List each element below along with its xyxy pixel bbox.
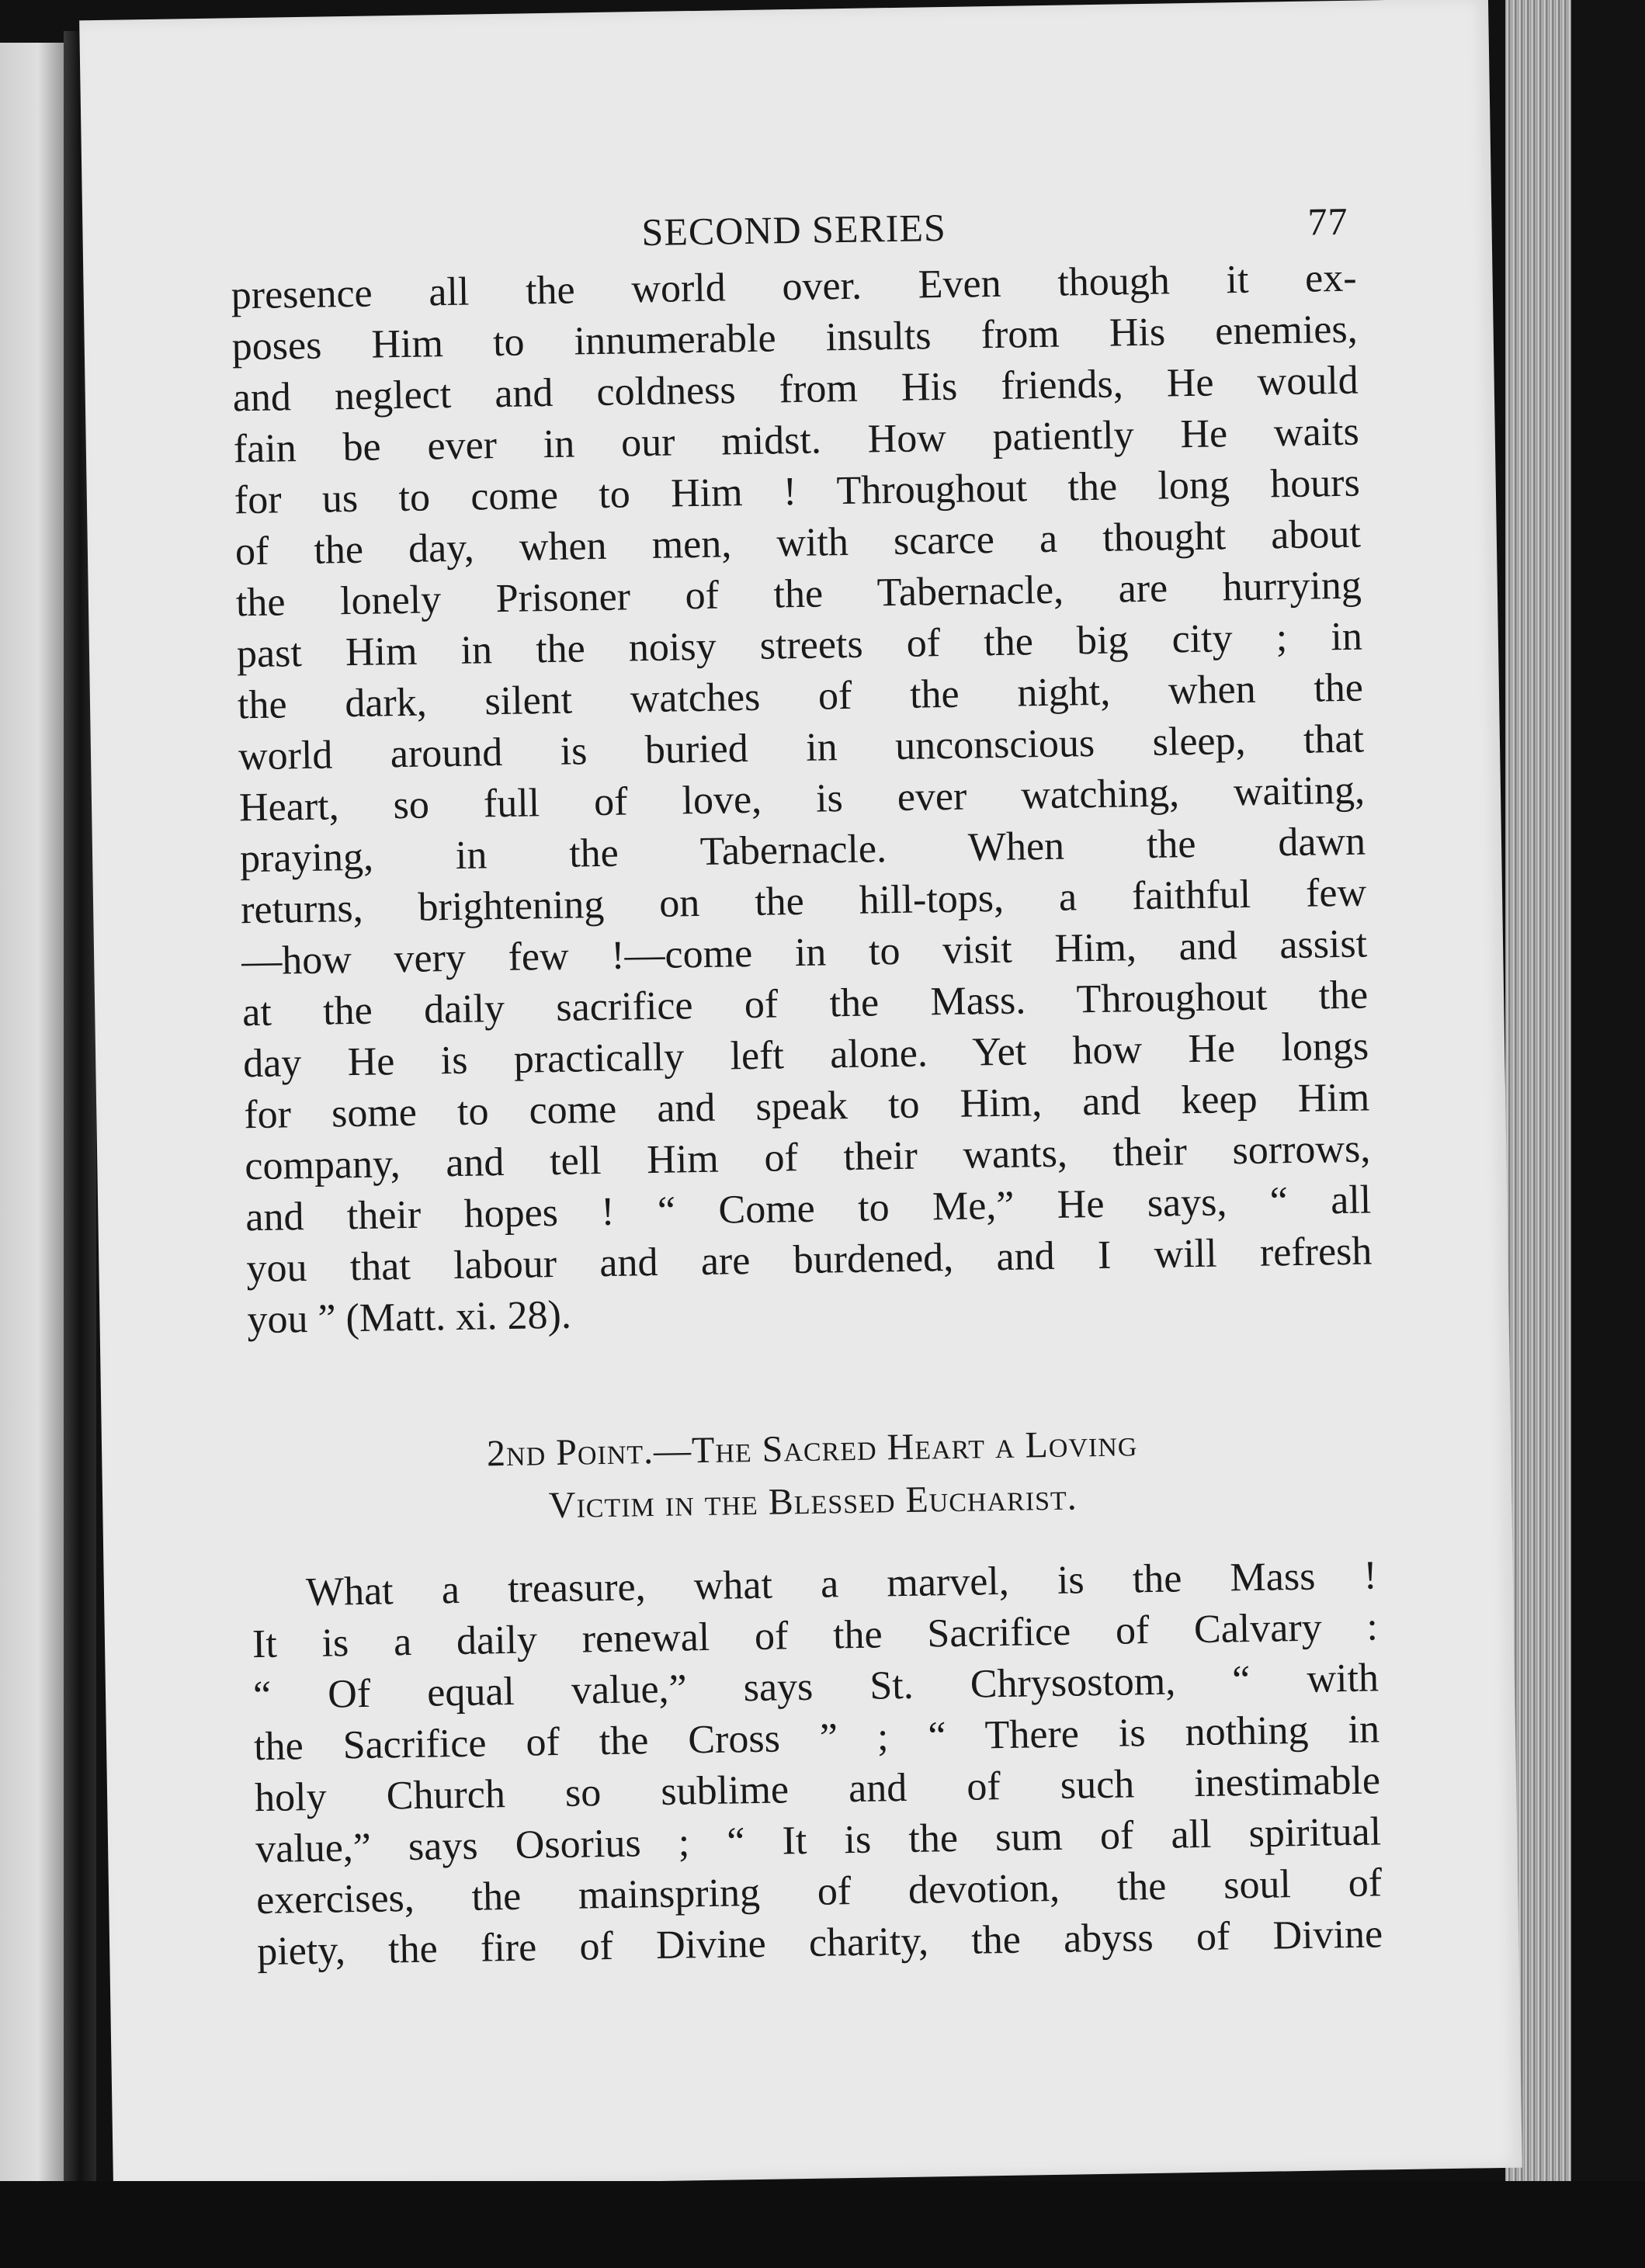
page-number: 77 (1307, 199, 1348, 244)
text-line: and their hopes ! “ Come to Me,” He says, “ all (245, 1177, 1372, 1240)
text-line: you that labour and are burdened, and I will refresh (246, 1229, 1373, 1292)
text-line: exercises, the mainspring of devotion, the soul of (255, 1861, 1383, 1923)
text-line: you ” (Matt. xi. 28). (247, 1292, 572, 1343)
text-line: value,” says Osorius ; “ It is the sum of all spiritual (255, 1809, 1382, 1872)
text-line: fain be ever in our midst. How patiently He waits (233, 409, 1360, 472)
text-line: piety, the fire of Divine charity, the abyss of Divine (256, 1912, 1383, 1975)
text-line: company, and tell Him of their wants, their sorrows, (244, 1126, 1371, 1189)
text-line: Heart, so full of love, is ever watching, waiting, (238, 768, 1366, 831)
section-heading-line-2: Victim in the Blessed Eucharist. (548, 1476, 1078, 1527)
text-line: past Him in the noisy streets of the big city ; in (236, 614, 1363, 677)
text-line: presence all the world over. Even though it ex- (231, 255, 1358, 318)
book-page (79, 0, 1522, 2190)
paragraph-1 (231, 253, 1373, 1347)
text-line: the lonely Prisoner of the Tabernacle, are hurrying (235, 563, 1362, 626)
text-line: for some to come and speak to Him, and keep Him (243, 1075, 1370, 1138)
paragraph-2 (252, 1550, 1383, 1978)
section-heading (249, 1413, 1376, 1537)
text-line: praying, in the Tabernacle. When the dawn (239, 819, 1366, 882)
text-line: poses Him to innumerable insults from His enemies, (231, 307, 1359, 369)
text-line: world around is buried in unconscious sleep, that (238, 716, 1365, 779)
section-heading-line-1: 2nd Point.—The Sacred Heart a Loving (486, 1423, 1138, 1475)
text-line: day He is practically left alone. Yet how He longs (242, 1024, 1369, 1087)
text-line: of the day, when men, with scarce a thought about (234, 512, 1362, 574)
text-line: holy Church so sublime and of such inestimable (254, 1758, 1381, 1821)
text-line: It is a daily renewal of the Sacrifice of Calvary : (252, 1604, 1379, 1667)
scan-border-bottom (0, 2181, 1645, 2268)
text-line: and neglect and coldness from His friends, He would (232, 358, 1359, 421)
scan-border-right (1571, 0, 1645, 2268)
text-line: at the daily sacrifice of the Mass. Throughout the (241, 973, 1369, 1035)
running-title: SECOND SERIES (641, 205, 947, 255)
text-line: returns, brightening on the hill-tops, a faithful few (240, 870, 1367, 933)
text-line: What a treasure, what a marvel, is the Mass ! (305, 1553, 1378, 1615)
text-line: “ Of equal value,” says St. Chrysostom, “ with (252, 1656, 1380, 1718)
text-line: for us to come to Him ! Throughout the long hours (234, 460, 1361, 523)
text-line: the Sacrifice of the Cross ” ; “ There is nothing in (253, 1707, 1380, 1770)
page-text-block (230, 199, 1383, 1978)
previous-page-edge (0, 43, 64, 2181)
text-line: —how very few !—come in to visit Him, and assist (241, 921, 1368, 984)
text-line: the dark, silent watches of the night, when the (237, 665, 1364, 728)
